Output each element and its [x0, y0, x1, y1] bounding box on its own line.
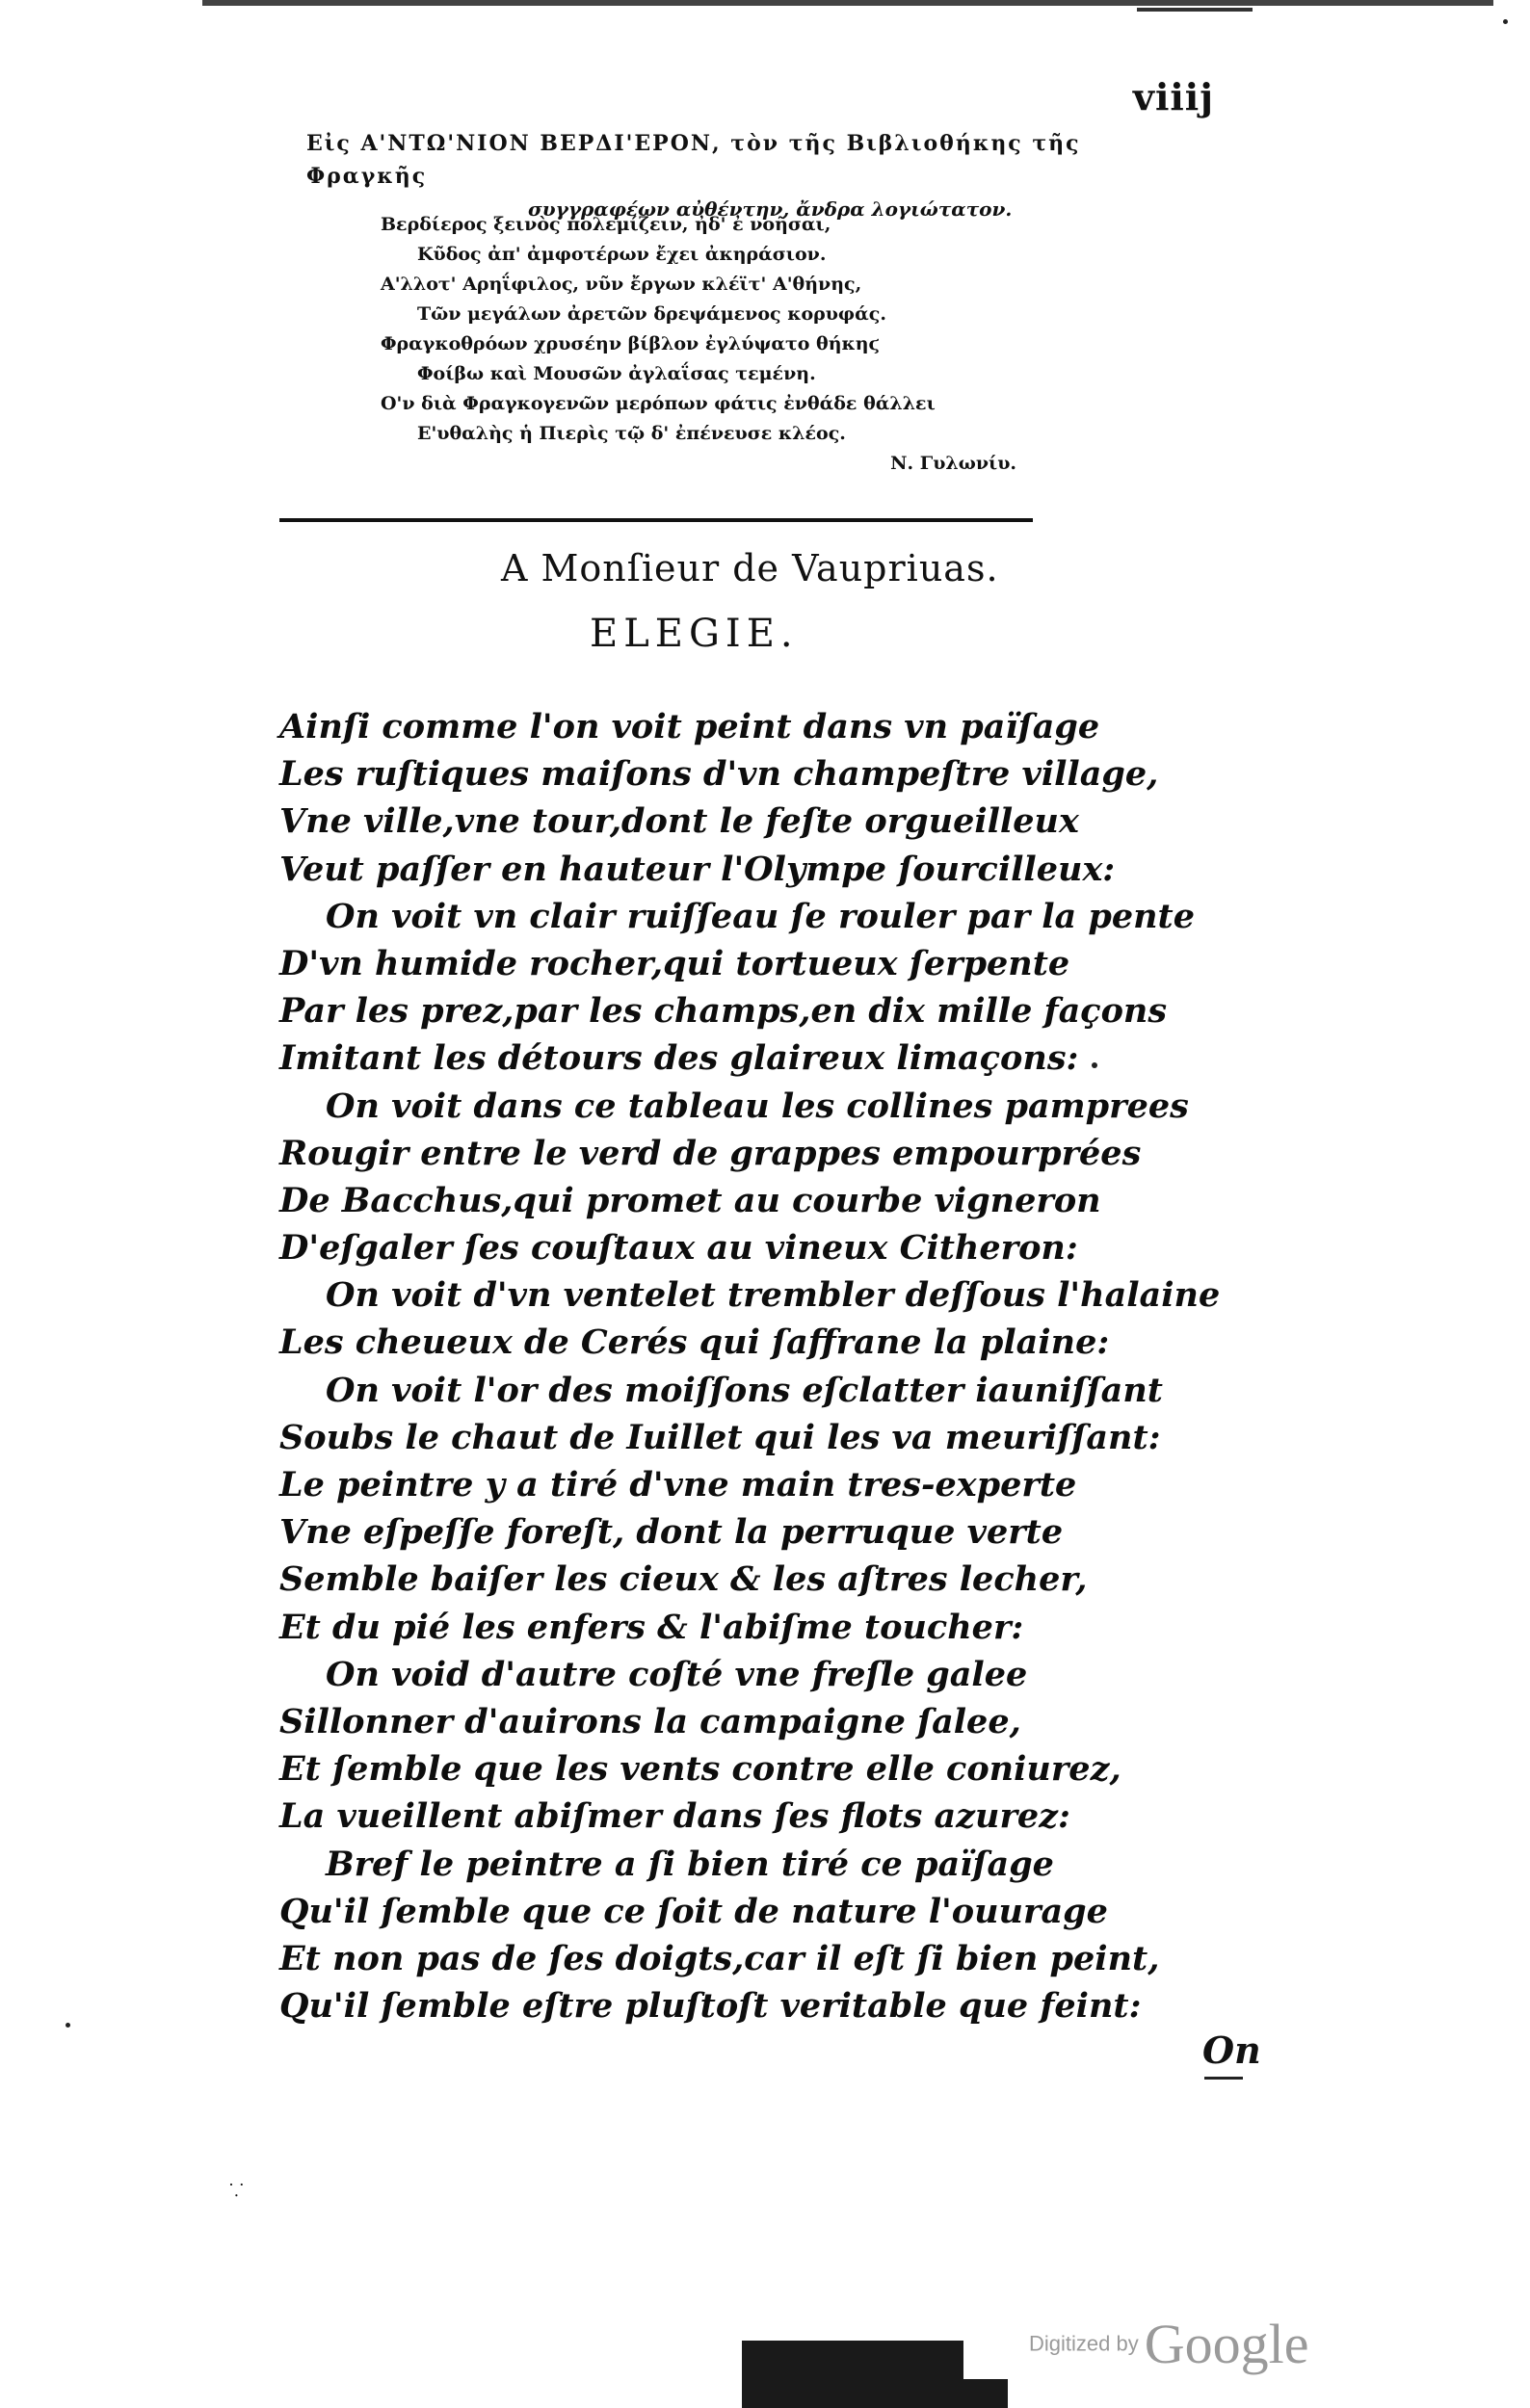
poem-verse-line: D'eſgaler ſes couſtaux au vineux Citheron: — [279, 1228, 1078, 1269]
poem-verse-line: Et du pié les enfers & l'abiſme toucher: — [279, 1607, 1024, 1647]
scan-bottom-bleed — [742, 2341, 963, 2408]
greek-epigram-line: Ε'υθαλὴς ἡ Πιερὶς τῷ δ' ἐπένευσε κλέος. — [417, 423, 846, 444]
poem-verse-line: Ainſi comme l'on voit peint dans vn païſage — [279, 707, 1100, 746]
poem-verse-line: Bref le peintre a ſi bien tiré ce païſage — [326, 1844, 1054, 1884]
greek-heading-line-2: συγγραφέων αὐθέντην, ἄνδρα λογιώτατον. — [528, 197, 1013, 221]
poem-verse-line: On voit l'or des moiſſons eſclatter iauniſſant — [326, 1370, 1163, 1410]
poem-title: ELEGIE. — [590, 612, 799, 656]
greek-heading-line-1: Εἰς Α'ΝΤΩ'ΝΙΟΝ ΒΕΡΔΙ'ΕΡΟΝ, τὸν τῆς Βιβλιοθήκης τῆς Φραγκῆς — [306, 131, 1081, 189]
google-logo-text: Google — [1144, 2313, 1309, 2375]
section-divider-rule — [279, 518, 1033, 522]
poem-verse-line: Soubs le chaut de Iuillet qui les va meuriſſant: — [279, 1417, 1161, 1457]
poem-verse-line: Et non pas de ſes doigts,car il eſt ſi bien peint, — [279, 1938, 1160, 1978]
scan-top-edge — [202, 0, 1493, 6]
poem-verse-line: Les ruſtiques maiſons d'vn champeſtre village, — [279, 754, 1159, 795]
poem-verse-line: Semble baiſer les cieux & les aſtres lecher, — [279, 1559, 1088, 1600]
ink-speck — [1204, 2077, 1243, 2080]
poem-verse-line: On void d'autre coſté vne freſle galee — [326, 1654, 1028, 1694]
folio-number: viiij — [1132, 75, 1214, 118]
greek-epigram-line: Βερδίερος ξεινὸς πολεμίζειν, ἠδ' ἐ νοῆσαι, — [381, 214, 831, 235]
greek-epigram-signature: Ν. Γυλωνίυ. — [890, 453, 1016, 474]
poem-verse-line: Les cheueux de Cerés qui ſaffrane la plaine: — [279, 1322, 1110, 1363]
poem-verse-line: Le peintre y a tiré d'vne main tres-experte — [279, 1465, 1077, 1505]
ink-speck — [66, 2023, 70, 2028]
poem-verse-line: Rougir entre le verd de grappes empourprées — [279, 1133, 1142, 1173]
ink-speck — [1503, 19, 1508, 24]
greek-epigram-line: Κῦδος ἀπ' ἀμφοτέρων ἔχει ἀκηράσιον. — [417, 244, 827, 265]
catchword: On — [1202, 2028, 1261, 2072]
poem-verse-line: Et ſemble que les vents contre elle coniurez, — [279, 1749, 1121, 1790]
poem-verse-line: La vueillent abiſmer dans ſes flots azurez: — [279, 1796, 1070, 1837]
scan-bottom-bleed — [963, 2379, 1008, 2408]
scan-top-edge-mark — [1137, 8, 1253, 12]
poem-verse-line: On voit vn clair ruiſſeau ſe rouler par la pente — [326, 896, 1195, 936]
greek-epigram-line: Τῶν μεγάλων ἀρετῶν δρεψάμενος κορυφάς. — [417, 303, 886, 325]
greek-epigram-line: Φραγκοθρόων χρυσέην βίβλον ἐγλύψατο θήκηϛ — [381, 333, 881, 354]
greek-epigram — [381, 210, 1074, 479]
greek-epigram-line: Ο'ν διὰ Φραγκογενῶν μερόπων φάτις ἐνθάδε θάλλει — [381, 393, 936, 414]
poem-verse-line: Sillonner d'auirons la campaigne ſalee, — [279, 1701, 1021, 1741]
poem-verse-line: On voit d'vn ventelet trembler deſſous l'halaine — [326, 1275, 1221, 1316]
poem-verse-line: Veut paſſer en hauteur l'Olympe ſourcilleux: — [279, 849, 1116, 889]
poem-verse-line: De Bacchus,qui promet au courbe vigneron — [279, 1180, 1101, 1220]
poem-verse-line: Imitant les détours des glaireux limaçons: — [279, 1038, 1079, 1079]
greek-epigram-line: Α'λλοτ' Αρηΐφιλος, νῦν ἔργων κλέϊτ' Α'θήνης, — [381, 274, 862, 295]
poem-verse-line: On voit dans ce tableau les collines pamprees — [326, 1086, 1189, 1126]
ink-speck — [1092, 1062, 1097, 1068]
poem-verse-line: Vne eſpeſſe foreſt, dont la perruque verte — [279, 1512, 1064, 1553]
poem-verse-line: Qu'il ſemble eſtre pluſtoſt veritable que feint: — [279, 1986, 1142, 2027]
margin-mark: ⸪ — [229, 2181, 244, 2201]
poem-verse-line: Par les prez,par les champs,en dix mille façons — [279, 991, 1168, 1032]
poem-verse-line: D'vn humide rocher,qui tortueux ſerpente — [279, 943, 1070, 983]
dedication-heading: A Monſieur de Vaupriuas. — [501, 547, 999, 589]
elegie-poem — [279, 703, 1221, 2029]
poem-verse-line: Vne ville,vne tour,dont le feſte orgueilleux — [279, 801, 1079, 842]
poem-verse-line: Qu'il ſemble que ce ſoit de nature l'ouurage — [279, 1891, 1108, 1931]
watermark-prefix: Digitized by — [1029, 2331, 1139, 2356]
digitized-by-google-watermark — [1029, 2312, 1308, 2376]
greek-epigram-line: Φοίβω καὶ Μουσῶν ἀγλαΐσας τεμένη. — [417, 363, 816, 384]
